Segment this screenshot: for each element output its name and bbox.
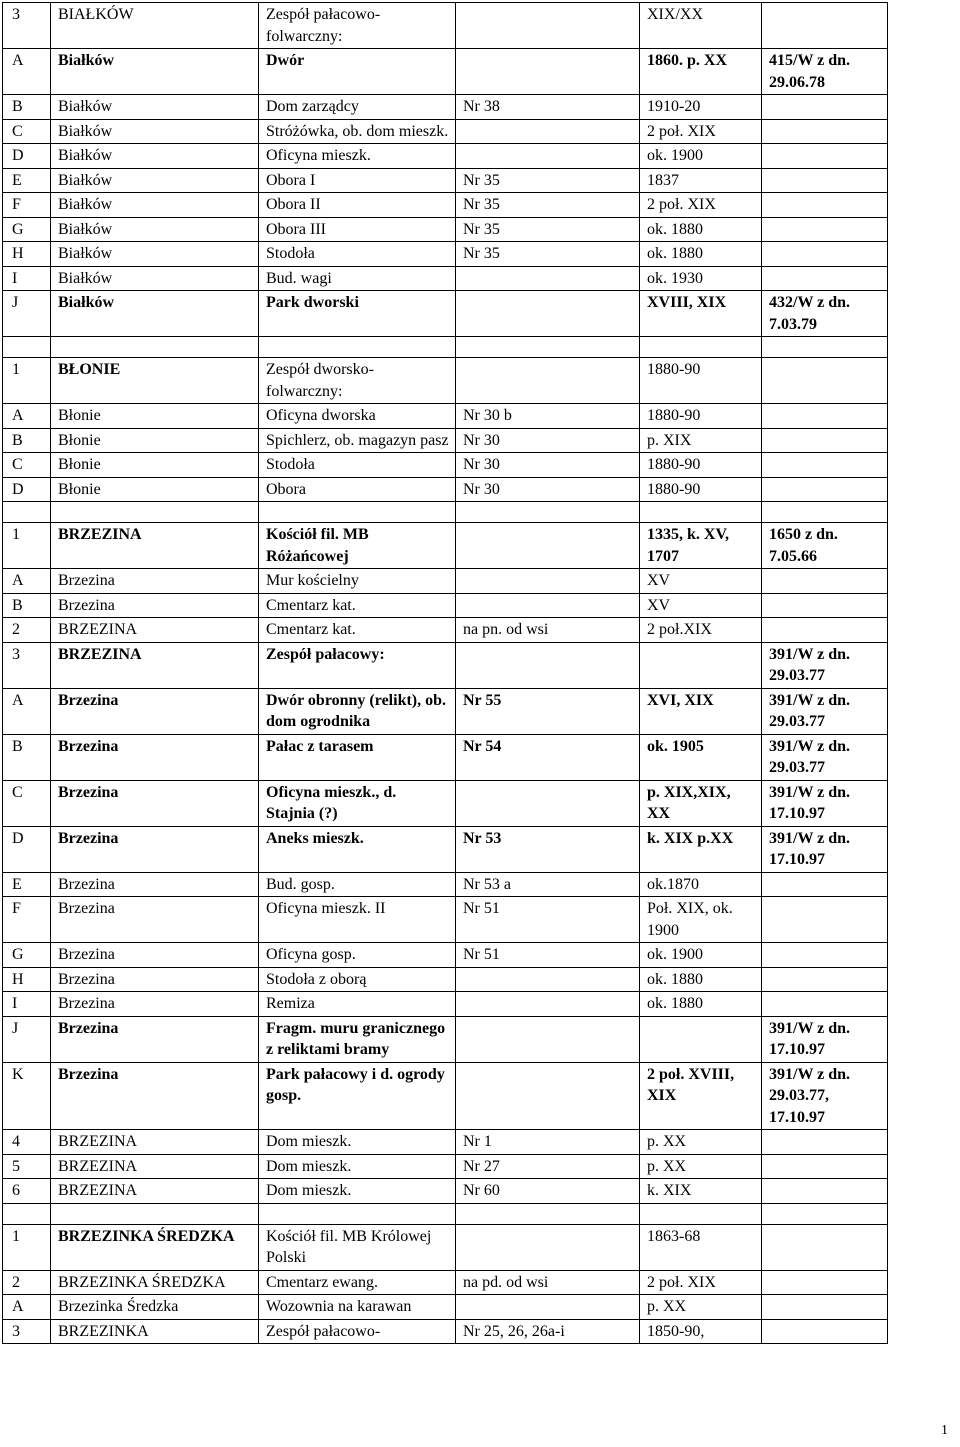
- empty-cell: [762, 502, 888, 523]
- table-row: [3, 943, 888, 968]
- object-name-cell: Park pałacowy i d. ogrody gosp.: [259, 1062, 456, 1130]
- table-row: [3, 144, 888, 169]
- object-name-cell: Zespół dworsko-folwarczny:: [259, 358, 456, 404]
- register-entry-cell: [762, 1295, 888, 1320]
- table-row: [3, 780, 888, 826]
- row-letter-cell: B: [3, 95, 51, 120]
- register-entry-cell: [762, 144, 888, 169]
- locality-cell: BŁONIE: [51, 358, 259, 404]
- register-entry-cell: 391/W z dn. 17.10.97: [762, 1016, 888, 1062]
- object-name-cell: Dwór: [259, 49, 456, 95]
- address-cell: Nr 51: [456, 943, 640, 968]
- row-letter-cell: 6: [3, 1179, 51, 1204]
- table-row: [3, 1016, 888, 1062]
- register-entry-cell: [762, 3, 888, 49]
- empty-cell: [51, 1203, 259, 1224]
- object-name-cell: Dom mieszk.: [259, 1179, 456, 1204]
- address-cell: Nr 35: [456, 168, 640, 193]
- dating-cell: k. XIX p.XX: [640, 826, 762, 872]
- table-row: [3, 523, 888, 569]
- object-name-cell: Obora II: [259, 193, 456, 218]
- register-entry-cell: [762, 897, 888, 943]
- object-name-cell: Oficyna mieszk., d. Stajnia (?): [259, 780, 456, 826]
- dating-cell: 1910-20: [640, 95, 762, 120]
- object-name-cell: Fragm. muru granicznego z reliktami bramy: [259, 1016, 456, 1062]
- object-name-cell: Aneks mieszk.: [259, 826, 456, 872]
- table-row: [3, 618, 888, 643]
- table-row: [3, 266, 888, 291]
- object-name-cell: Bud. wagi: [259, 266, 456, 291]
- row-letter-cell: 2: [3, 618, 51, 643]
- row-letter-cell: E: [3, 872, 51, 897]
- row-letter-cell: F: [3, 897, 51, 943]
- address-cell: Nr 53 a: [456, 872, 640, 897]
- row-letter-cell: E: [3, 168, 51, 193]
- locality-cell: BIAŁKÓW: [51, 3, 259, 49]
- row-letter-cell: A: [3, 688, 51, 734]
- address-cell: [456, 3, 640, 49]
- dating-cell: ok. 1900: [640, 144, 762, 169]
- register-entry-cell: [762, 217, 888, 242]
- locality-cell: Białków: [51, 49, 259, 95]
- address-cell: Nr 60: [456, 1179, 640, 1204]
- locality-cell: BRZEZINKA ŚREDZKA: [51, 1224, 259, 1270]
- locality-cell: Brzezina: [51, 688, 259, 734]
- table-row: [3, 95, 888, 120]
- address-cell: [456, 1062, 640, 1130]
- address-cell: [456, 1295, 640, 1320]
- locality-cell: Białków: [51, 193, 259, 218]
- object-name-cell: Kościół fil. MB Królowej Polski: [259, 1224, 456, 1270]
- locality-cell: Brzezina: [51, 780, 259, 826]
- row-letter-cell: F: [3, 193, 51, 218]
- dating-cell: 2 poł. XIX: [640, 119, 762, 144]
- empty-cell: [3, 1203, 51, 1224]
- table-row: [3, 1179, 888, 1204]
- table-row: [3, 593, 888, 618]
- row-letter-cell: H: [3, 967, 51, 992]
- register-entry-cell: [762, 569, 888, 594]
- row-letter-cell: A: [3, 1295, 51, 1320]
- table-row: [3, 119, 888, 144]
- address-cell: [456, 593, 640, 618]
- row-letter-cell: 4: [3, 1130, 51, 1155]
- dating-cell: p. XIX,XIX, XX: [640, 780, 762, 826]
- object-name-cell: Obora: [259, 477, 456, 502]
- dating-cell: 1850-90,: [640, 1319, 762, 1344]
- register-entry-cell: [762, 1319, 888, 1344]
- empty-cell: [51, 502, 259, 523]
- address-cell: Nr 25, 26, 26a-i: [456, 1319, 640, 1344]
- dating-cell: XV: [640, 593, 762, 618]
- address-cell: Nr 55: [456, 688, 640, 734]
- page-number: 1: [941, 1423, 948, 1438]
- table-row: [3, 1295, 888, 1320]
- empty-cell: [3, 337, 51, 358]
- table-row: [3, 872, 888, 897]
- dating-cell: 2 poł. XIX: [640, 1270, 762, 1295]
- locality-cell: BRZEZINKA: [51, 1319, 259, 1344]
- address-cell: [456, 992, 640, 1017]
- address-cell: [456, 358, 640, 404]
- dating-cell: p. XX: [640, 1295, 762, 1320]
- table-row: [3, 1224, 888, 1270]
- row-letter-cell: 1: [3, 523, 51, 569]
- row-letter-cell: D: [3, 144, 51, 169]
- dating-cell: ok. 1930: [640, 266, 762, 291]
- row-letter-cell: 3: [3, 1319, 51, 1344]
- address-cell: Nr 35: [456, 193, 640, 218]
- dating-cell: 2 poł. XVIII, XIX: [640, 1062, 762, 1130]
- register-entry-cell: [762, 453, 888, 478]
- dating-cell: ok. 1880: [640, 967, 762, 992]
- locality-cell: Brzezina: [51, 943, 259, 968]
- empty-cell: [3, 502, 51, 523]
- address-cell: [456, 1016, 640, 1062]
- register-entry-cell: [762, 618, 888, 643]
- locality-cell: Brzezina: [51, 992, 259, 1017]
- row-letter-cell: C: [3, 453, 51, 478]
- object-name-cell: Cmentarz kat.: [259, 593, 456, 618]
- register-entry-cell: [762, 1224, 888, 1270]
- address-cell: [456, 642, 640, 688]
- locality-cell: Brzezinka Średzka: [51, 1295, 259, 1320]
- register-entry-cell: [762, 872, 888, 897]
- empty-cell: [762, 337, 888, 358]
- dating-cell: 1880-90: [640, 477, 762, 502]
- table-row: [3, 1319, 888, 1344]
- locality-cell: Brzezina: [51, 1016, 259, 1062]
- register-entry-cell: [762, 1179, 888, 1204]
- register-entry-cell: [762, 943, 888, 968]
- register-entry-cell: [762, 593, 888, 618]
- object-name-cell: Cmentarz kat.: [259, 618, 456, 643]
- dating-cell: ok.1870: [640, 872, 762, 897]
- locality-cell: Błonie: [51, 404, 259, 429]
- row-letter-cell: B: [3, 593, 51, 618]
- locality-cell: Białków: [51, 119, 259, 144]
- register-entry-cell: [762, 1154, 888, 1179]
- address-cell: [456, 144, 640, 169]
- dating-cell: XV: [640, 569, 762, 594]
- empty-cell: [259, 502, 456, 523]
- dating-cell: 1880-90: [640, 358, 762, 404]
- dating-cell: 2 poł. XIX: [640, 193, 762, 218]
- row-letter-cell: I: [3, 992, 51, 1017]
- address-cell: [456, 291, 640, 337]
- row-letter-cell: 3: [3, 3, 51, 49]
- locality-cell: BRZEZINA: [51, 1154, 259, 1179]
- object-name-cell: Mur kościelny: [259, 569, 456, 594]
- dating-cell: XVIII, XIX: [640, 291, 762, 337]
- address-cell: Nr 38: [456, 95, 640, 120]
- locality-cell: Brzezina: [51, 897, 259, 943]
- address-cell: Nr 30 b: [456, 404, 640, 429]
- row-letter-cell: B: [3, 734, 51, 780]
- table-row: [3, 49, 888, 95]
- locality-cell: Błonie: [51, 428, 259, 453]
- table-row: [3, 217, 888, 242]
- register-entry-cell: [762, 119, 888, 144]
- spacer-row: [3, 502, 888, 523]
- register-entry-cell: [762, 1130, 888, 1155]
- object-name-cell: Dom mieszk.: [259, 1154, 456, 1179]
- locality-cell: BRZEZINA: [51, 1179, 259, 1204]
- dating-cell: ok. 1900: [640, 943, 762, 968]
- locality-cell: Białków: [51, 95, 259, 120]
- table-row: [3, 358, 888, 404]
- address-cell: [456, 266, 640, 291]
- row-letter-cell: 3: [3, 642, 51, 688]
- empty-cell: [640, 502, 762, 523]
- spacer-row: [3, 337, 888, 358]
- address-cell: [456, 49, 640, 95]
- table-row: [3, 1270, 888, 1295]
- object-name-cell: Wozownia na karawan: [259, 1295, 456, 1320]
- object-name-cell: Remiza: [259, 992, 456, 1017]
- dating-cell: ok. 1880: [640, 242, 762, 267]
- object-name-cell: Park dworski: [259, 291, 456, 337]
- spacer-row: [3, 1203, 888, 1224]
- dating-cell: 1335, k. XV, 1707: [640, 523, 762, 569]
- register-entry-cell: [762, 967, 888, 992]
- empty-cell: [762, 1203, 888, 1224]
- dating-cell: [640, 642, 762, 688]
- object-name-cell: Stodoła: [259, 242, 456, 267]
- row-letter-cell: 1: [3, 1224, 51, 1270]
- register-entry-cell: [762, 1270, 888, 1295]
- object-name-cell: Oficyna gosp.: [259, 943, 456, 968]
- register-entry-cell: [762, 95, 888, 120]
- locality-cell: Białków: [51, 291, 259, 337]
- dating-cell: 1880-90: [640, 453, 762, 478]
- address-cell: na pd. od wsi: [456, 1270, 640, 1295]
- address-cell: [456, 1224, 640, 1270]
- empty-cell: [456, 337, 640, 358]
- locality-cell: BRZEZINA: [51, 1130, 259, 1155]
- locality-cell: Białków: [51, 144, 259, 169]
- row-letter-cell: A: [3, 404, 51, 429]
- register-entry-cell: 391/W z dn. 17.10.97: [762, 780, 888, 826]
- register-entry-cell: [762, 404, 888, 429]
- empty-cell: [456, 1203, 640, 1224]
- locality-cell: Białków: [51, 217, 259, 242]
- address-cell: Nr 27: [456, 1154, 640, 1179]
- table-row: [3, 734, 888, 780]
- table-row: [3, 897, 888, 943]
- address-cell: Nr 35: [456, 217, 640, 242]
- table-row: [3, 242, 888, 267]
- register-entry-cell: [762, 477, 888, 502]
- object-name-cell: Dom zarządcy: [259, 95, 456, 120]
- address-cell: [456, 119, 640, 144]
- address-cell: Nr 51: [456, 897, 640, 943]
- empty-cell: [51, 337, 259, 358]
- empty-cell: [259, 1203, 456, 1224]
- object-name-cell: Dom mieszk.: [259, 1130, 456, 1155]
- dating-cell: XIX/XX: [640, 3, 762, 49]
- empty-cell: [259, 337, 456, 358]
- row-letter-cell: A: [3, 569, 51, 594]
- row-letter-cell: H: [3, 242, 51, 267]
- register-entry-cell: 391/W z dn. 29.03.77: [762, 734, 888, 780]
- register-entry-cell: [762, 428, 888, 453]
- locality-cell: Błonie: [51, 453, 259, 478]
- address-cell: [456, 569, 640, 594]
- table-row: [3, 688, 888, 734]
- locality-cell: Brzezina: [51, 569, 259, 594]
- row-letter-cell: K: [3, 1062, 51, 1130]
- object-name-cell: Oficyna dworska: [259, 404, 456, 429]
- object-name-cell: Dwór obronny (relikt), ob. dom ogrodnika: [259, 688, 456, 734]
- dating-cell: 1863-68: [640, 1224, 762, 1270]
- address-cell: [456, 780, 640, 826]
- dating-cell: p. XX: [640, 1130, 762, 1155]
- locality-cell: Brzezina: [51, 872, 259, 897]
- table-row: [3, 826, 888, 872]
- dating-cell: Poł. XIX, ok. 1900: [640, 897, 762, 943]
- address-cell: Nr 35: [456, 242, 640, 267]
- address-cell: na pn. od wsi: [456, 618, 640, 643]
- locality-cell: Brzezina: [51, 1062, 259, 1130]
- object-name-cell: Obora I: [259, 168, 456, 193]
- row-letter-cell: G: [3, 217, 51, 242]
- object-name-cell: Zespół pałacowo-: [259, 1319, 456, 1344]
- register-entry-cell: [762, 168, 888, 193]
- register-entry-cell: [762, 358, 888, 404]
- table-row: [3, 428, 888, 453]
- register-entry-cell: 391/W z dn. 29.03.77: [762, 642, 888, 688]
- table-row: [3, 967, 888, 992]
- object-name-cell: Zespół pałacowy:: [259, 642, 456, 688]
- table-row: [3, 477, 888, 502]
- table-row: [3, 3, 888, 49]
- address-cell: Nr 30: [456, 428, 640, 453]
- locality-cell: Brzezina: [51, 593, 259, 618]
- row-letter-cell: 5: [3, 1154, 51, 1179]
- locality-cell: Brzezina: [51, 734, 259, 780]
- object-name-cell: Pałac z tarasem: [259, 734, 456, 780]
- register-entry-cell: 391/W z dn. 29.03.77: [762, 688, 888, 734]
- object-name-cell: Cmentarz ewang.: [259, 1270, 456, 1295]
- table-row: [3, 1130, 888, 1155]
- row-letter-cell: D: [3, 826, 51, 872]
- locality-cell: BRZEZINKA ŚREDZKA: [51, 1270, 259, 1295]
- register-entry-cell: [762, 242, 888, 267]
- row-letter-cell: J: [3, 291, 51, 337]
- object-name-cell: Stróżówka, ob. dom mieszk.: [259, 119, 456, 144]
- object-name-cell: Bud. gosp.: [259, 872, 456, 897]
- dating-cell: 2 poł.XIX: [640, 618, 762, 643]
- table-row: [3, 569, 888, 594]
- row-letter-cell: C: [3, 780, 51, 826]
- table-row: [3, 291, 888, 337]
- empty-cell: [456, 502, 640, 523]
- dating-cell: 1837: [640, 168, 762, 193]
- object-name-cell: Stodoła z oborą: [259, 967, 456, 992]
- row-letter-cell: A: [3, 49, 51, 95]
- row-letter-cell: B: [3, 428, 51, 453]
- locality-cell: Brzezina: [51, 967, 259, 992]
- dating-cell: 1880-90: [640, 404, 762, 429]
- register-entry-cell: [762, 992, 888, 1017]
- address-cell: Nr 53: [456, 826, 640, 872]
- locality-cell: BRZEZINA: [51, 642, 259, 688]
- object-name-cell: Oficyna mieszk.: [259, 144, 456, 169]
- address-cell: Nr 54: [456, 734, 640, 780]
- locality-cell: Białków: [51, 168, 259, 193]
- locality-cell: BRZEZINA: [51, 618, 259, 643]
- locality-cell: BRZEZINA: [51, 523, 259, 569]
- dating-cell: XVI, XIX: [640, 688, 762, 734]
- dating-cell: [640, 1016, 762, 1062]
- dating-cell: ok. 1905: [640, 734, 762, 780]
- table-row: [3, 193, 888, 218]
- table-row: [3, 404, 888, 429]
- dating-cell: ok. 1880: [640, 217, 762, 242]
- row-letter-cell: J: [3, 1016, 51, 1062]
- register-entry-cell: 391/W z dn. 17.10.97: [762, 826, 888, 872]
- row-letter-cell: 1: [3, 358, 51, 404]
- address-cell: [456, 523, 640, 569]
- register-entry-cell: 415/W z dn. 29.06.78: [762, 49, 888, 95]
- object-name-cell: Obora III: [259, 217, 456, 242]
- object-name-cell: Kościół fil. MB Różańcowej: [259, 523, 456, 569]
- address-cell: Nr 1: [456, 1130, 640, 1155]
- object-name-cell: Spichlerz, ob. magazyn pasz: [259, 428, 456, 453]
- monument-register-table: [2, 2, 888, 1344]
- locality-cell: Brzezina: [51, 826, 259, 872]
- register-entry-cell: [762, 266, 888, 291]
- table-row: [3, 1062, 888, 1130]
- object-name-cell: Zespół pałacowo-folwarczny:: [259, 3, 456, 49]
- register-entry-cell: 1650 z dn. 7.05.66: [762, 523, 888, 569]
- register-entry-cell: 432/W z dn. 7.03.79: [762, 291, 888, 337]
- row-letter-cell: G: [3, 943, 51, 968]
- empty-cell: [640, 1203, 762, 1224]
- address-cell: [456, 967, 640, 992]
- address-cell: Nr 30: [456, 477, 640, 502]
- row-letter-cell: I: [3, 266, 51, 291]
- locality-cell: Błonie: [51, 477, 259, 502]
- row-letter-cell: 2: [3, 1270, 51, 1295]
- dating-cell: k. XIX: [640, 1179, 762, 1204]
- locality-cell: Białków: [51, 266, 259, 291]
- register-entry-cell: 391/W z dn. 29.03.77, 17.10.97: [762, 1062, 888, 1130]
- dating-cell: p. XX: [640, 1154, 762, 1179]
- table-row: [3, 642, 888, 688]
- dating-cell: p. XIX: [640, 428, 762, 453]
- dating-cell: 1860. p. XX: [640, 49, 762, 95]
- table-row: [3, 168, 888, 193]
- table-row: [3, 453, 888, 478]
- dating-cell: ok. 1880: [640, 992, 762, 1017]
- register-entry-cell: [762, 193, 888, 218]
- row-letter-cell: D: [3, 477, 51, 502]
- locality-cell: Białków: [51, 242, 259, 267]
- table-row: [3, 992, 888, 1017]
- object-name-cell: Oficyna mieszk. II: [259, 897, 456, 943]
- object-name-cell: Stodoła: [259, 453, 456, 478]
- row-letter-cell: C: [3, 119, 51, 144]
- empty-cell: [640, 337, 762, 358]
- address-cell: Nr 30: [456, 453, 640, 478]
- table-row: [3, 1154, 888, 1179]
